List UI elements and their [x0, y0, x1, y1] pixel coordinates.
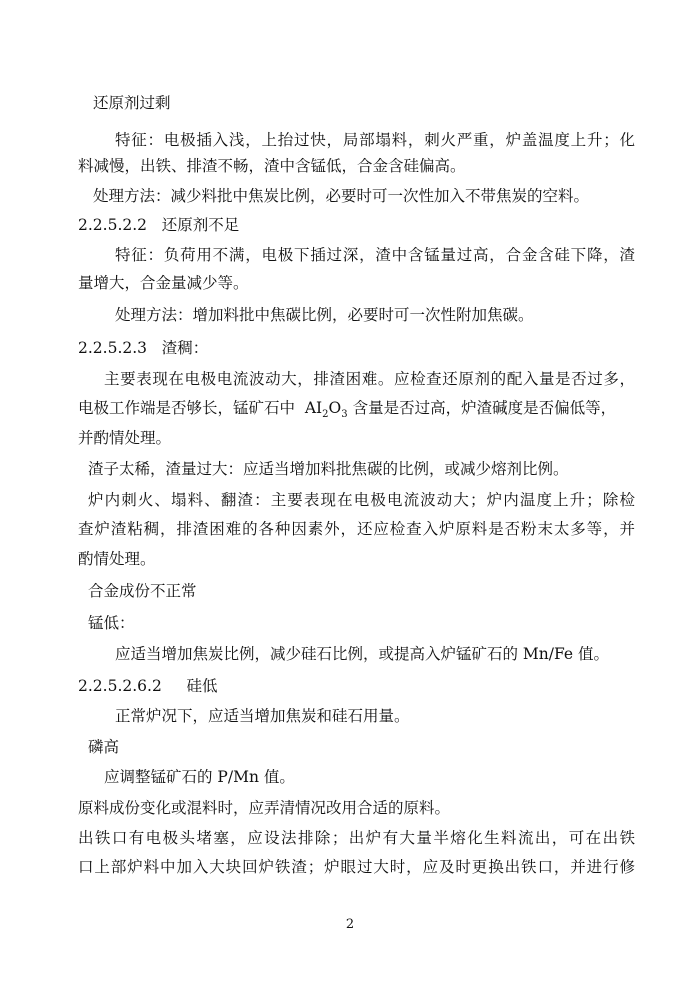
section-heading: 2.2.5.2.6.2 硅低	[78, 677, 218, 695]
paragraph-line: 并酌情处理。	[78, 429, 172, 447]
paragraph-line: 主要表现在电极电流波动大，排渣困难。应检查还原剂的配入量是否过多，	[104, 370, 635, 388]
heading-reductant-excess: 还原剂过剩	[93, 94, 171, 112]
paragraph-line: 处理方法：减少料批中焦炭比例，必要时可一次性加入不带焦炭的空料。	[93, 187, 590, 205]
line-text: 含量是否过高，炉渣碱度是否偏低等，	[347, 399, 617, 417]
paragraph-line: 处理方法：增加料批中焦碳比例，必要时可一次性附加焦碳。	[115, 306, 534, 324]
line-text: O	[328, 399, 342, 417]
subheading: 磷高	[88, 738, 120, 756]
subscript: 2	[322, 409, 329, 421]
line-text: 电极工作端是否够长，锰矿石中 AI	[78, 399, 323, 417]
subheading: 合金成份不正常	[88, 582, 197, 600]
paragraph-line	[78, 397, 616, 426]
paragraph-line: 酌情处理。	[78, 550, 156, 568]
paragraph-line: 原料成份变化或混料时，应弄清情况改用合适的原料。	[78, 799, 451, 817]
section-heading: 2.2.5.2.2 还原剂不足	[78, 216, 240, 234]
subheading: 锰低：	[88, 614, 135, 632]
page-number: 2	[345, 917, 355, 932]
paragraph-line: 料减慢，出铁、排渣不畅，渣中含锰低，合金含硅偏高。	[78, 157, 466, 175]
paragraph-line: 渣子太稀，渣量过大：应适当增加料批焦碳的比例，或减少熔剂比例。	[88, 460, 569, 478]
paragraph-line: 特征：电极插入浅，上抬过快，局部塌料，刺火严重，炉盖温度上升；化	[115, 131, 635, 149]
subscript: 3	[341, 409, 348, 421]
paragraph-line: 应调整锰矿石的 P/Mn 值。	[104, 768, 295, 786]
paragraph-line: 出铁口有电极头堵塞，应设法排除；出炉有大量半熔化生料流出，可在出铁	[78, 829, 635, 847]
paragraph-line: 炉内刺火、塌料、翻渣：主要表现在电极电流波动大；炉内温度上升；除检	[88, 491, 635, 509]
paragraph-line: 查炉渣粘稠，排渣困难的各种因素外，还应检查入炉原料是否粉末太多等，并	[78, 520, 635, 538]
paragraph-line: 正常炉况下，应适当增加焦炭和硅石用量。	[115, 707, 410, 725]
paragraph-line: 应适当增加焦炭比例，减少硅石比例，或提高入炉锰矿石的 Mn/Fe 值。	[115, 645, 610, 663]
paragraph-line: 特征：负荷用不满，电极下插过深，渣中含锰量过高，合金含硅下降，渣	[115, 246, 635, 264]
paragraph-line: 量增大，合金量减少等。	[78, 274, 249, 292]
section-heading: 2.2.5.2.3 渣稠：	[78, 339, 209, 357]
paragraph-line: 口上部炉料中加入大块回炉铁渣；炉眼过大时，应及时更换出铁口，并进行修	[78, 858, 635, 876]
